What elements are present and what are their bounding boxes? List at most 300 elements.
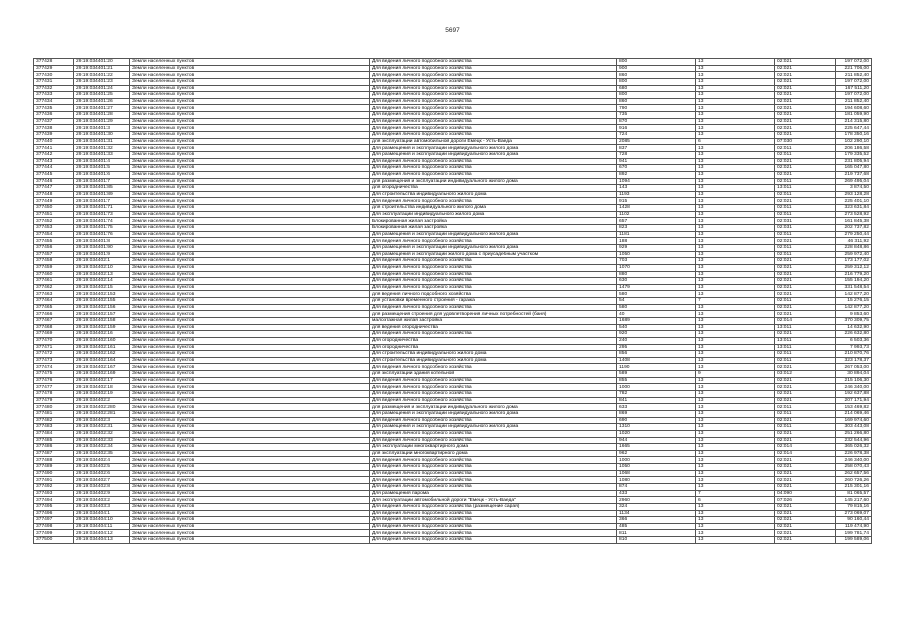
zone-cell: 13 [696, 98, 775, 105]
zone-cell: 13 [696, 151, 775, 158]
cadastral-value-cell: 169 974,60 [836, 417, 872, 424]
cadastral-value-cell: 215 301,16 [836, 484, 872, 491]
cadastral-value-cell: 142 877,20 [836, 304, 872, 311]
record-id-cell: 377461 [34, 278, 74, 285]
table-row [34, 112, 872, 119]
cadastral-value-cell: 155 194,20 [836, 278, 872, 285]
area-cell: 670 [617, 165, 696, 172]
permitted-use-cell: Для ведения личного подсобного хозяйства [370, 92, 617, 99]
area-cell: 800 [617, 92, 696, 99]
permitted-use-cell: Для ведения личного подсобного хозяйства [370, 477, 617, 484]
area-cell: 1181 [617, 231, 696, 238]
cadastral-value-cell: 246 340,00 [836, 457, 872, 464]
table-row [34, 311, 872, 318]
permitted-use-cell: Для ведения личного подсобного хозяйства [370, 517, 617, 524]
area-cell: 366 [617, 517, 696, 524]
zone-cell: 13 [696, 404, 775, 411]
area-cell: 1479 [617, 284, 696, 291]
use-code-cell: 02:021 [775, 477, 836, 484]
record-id-cell: 377477 [34, 384, 74, 391]
record-id-cell: 377485 [34, 437, 74, 444]
table-row [34, 470, 872, 477]
cadastral-number-cell: 29:19:034402:156 [74, 304, 130, 311]
record-id-cell: 377444 [34, 165, 74, 172]
table-row [34, 218, 872, 225]
use-code-cell: 02:011 [775, 145, 836, 152]
permitted-use-cell: Для ведения личного подсобного хозяйства [370, 125, 617, 132]
cadastral-number-cell: 29:19:034401:7 [74, 178, 130, 185]
land-category-cell: Земли населенных пунктов [130, 437, 370, 444]
zone-cell: 13 [696, 510, 775, 517]
use-code-cell: 02:021 [775, 457, 836, 464]
use-code-cell: 02:021 [775, 271, 836, 278]
area-cell: 1050 [617, 464, 696, 471]
zone-cell: 13 [696, 477, 775, 484]
record-id-cell: 377471 [34, 344, 74, 351]
land-category-cell: Земли населенных пунктов [130, 98, 370, 105]
land-category-cell: Земли населенных пунктов [130, 510, 370, 517]
land-category-cell: Земли населенных пунктов [130, 118, 370, 125]
land-category-cell: Земли населенных пунктов [130, 391, 370, 398]
use-code-cell: 02:021 [775, 384, 836, 391]
zone-cell: 13 [696, 377, 775, 384]
record-id-cell: 377445 [34, 171, 74, 178]
zone-cell: 13 [696, 484, 775, 491]
cadastral-number-cell: 29:19:034401:75 [74, 225, 130, 232]
use-code-cell: 02:021 [775, 98, 836, 105]
use-code-cell: 02:011 [775, 191, 836, 198]
permitted-use-cell: Для строительства индивидуального жилого дома [370, 351, 617, 358]
permitted-use-cell: Блокированная жилая застройка [370, 218, 617, 225]
record-id-cell: 377470 [34, 337, 74, 344]
use-code-cell: 02:011 [775, 244, 836, 251]
table-row [34, 484, 872, 491]
table-row [34, 377, 872, 384]
table-row [34, 205, 872, 212]
area-cell: 240 [617, 337, 696, 344]
area-cell: 2960 [617, 497, 696, 504]
zone-cell: 13 [696, 251, 775, 258]
permitted-use-cell: Для ведения личного подсобного хозяйства [370, 258, 617, 265]
cadastral-number-cell: 29:19:034402:162 [74, 351, 130, 358]
table-row [34, 537, 872, 544]
zone-cell: 13 [696, 271, 775, 278]
cadastral-value-cell: 259 312,12 [836, 264, 872, 271]
cadastral-number-cell: 29:19:034402:5 [74, 464, 130, 471]
record-id-cell: 377452 [34, 218, 74, 225]
zone-cell: 13 [696, 284, 775, 291]
record-id-cell: 377474 [34, 364, 74, 371]
table-row [34, 417, 872, 424]
use-code-cell: 02:021 [775, 470, 836, 477]
permitted-use-cell: Для ведения личного подсобного хозяйства [370, 72, 617, 79]
land-category-cell: Земли населенных пунктов [130, 424, 370, 431]
record-id-cell: 377433 [34, 92, 74, 99]
zone-cell: 13 [696, 410, 775, 417]
cadastral-number-cell: 29:19:034402:14 [74, 278, 130, 285]
area-cell: 870 [617, 118, 696, 125]
cadastral-value-cell: 153 469,82 [836, 404, 872, 411]
zone-cell: 13 [696, 238, 775, 245]
table-row [34, 357, 872, 364]
land-register-table [33, 58, 872, 544]
permitted-use-cell: Для ведения личного подсобного хозяйства [370, 304, 617, 311]
permitted-use-cell: для эксплуатации здания котельной [370, 371, 617, 378]
zone-cell: 13 [696, 291, 775, 298]
permitted-use-cell: Для ведения личного подсобного хозяйства [370, 470, 617, 477]
zone-cell: 13 [696, 258, 775, 265]
record-id-cell: 377458 [34, 258, 74, 265]
land-category-cell: Земли населенных пунктов [130, 284, 370, 291]
table-row [34, 78, 872, 85]
zone-cell: 13 [696, 171, 775, 178]
record-id-cell: 377480 [34, 404, 74, 411]
cadastral-value-cell: 194 608,60 [836, 105, 872, 112]
zone-cell: 13 [696, 244, 775, 251]
permitted-use-cell: Для ведения личного подсобного хозяйства [370, 391, 617, 398]
zone-cell: 13 [696, 344, 775, 351]
cadastral-value-cell: 259 972,40 [836, 251, 872, 258]
area-cell: 916 [617, 125, 696, 132]
cadastral-value-cell: 142 877,20 [836, 291, 872, 298]
table-row [34, 337, 872, 344]
zone-cell: 13 [696, 324, 775, 331]
cadastral-number-cell: 29:19:034401:7 [74, 198, 130, 205]
cadastral-value-cell: 231 805,94 [836, 158, 872, 165]
table-body [34, 59, 872, 544]
table-row [34, 497, 872, 504]
area-cell: 1190 [617, 364, 696, 371]
record-id-cell: 377428 [34, 59, 74, 66]
zone-cell: 13 [696, 450, 775, 457]
permitted-use-cell: Для ведения личного подсобного хозяйства [370, 271, 617, 278]
cadastral-number-cell: 29:19:034401:3 [74, 125, 130, 132]
cadastral-number-cell: 29:19:034402:4 [74, 457, 130, 464]
land-category-cell: Земли населенных пунктов [130, 497, 370, 504]
cadastral-value-cell: 226 978,38 [836, 450, 872, 457]
use-code-cell: 04:090 [775, 490, 836, 497]
zone-cell: 13 [696, 424, 775, 431]
zone-cell: 13 [696, 437, 775, 444]
land-category-cell: Земли населенных пунктов [130, 503, 370, 510]
record-id-cell: 377469 [34, 331, 74, 338]
record-id-cell: 377495 [34, 503, 74, 510]
use-code-cell: 02:021 [775, 530, 836, 537]
permitted-use-cell: Для ведения личного подсобного хозяйства [370, 523, 617, 530]
land-category-cell: Земли населенных пунктов [130, 145, 370, 152]
zone-cell: 13 [696, 357, 775, 364]
cadastral-number-cell: 29:19:034401:22 [74, 72, 130, 79]
zone-cell: 13 [696, 317, 775, 324]
cadastral-number-cell: 29:19:034402:32 [74, 430, 130, 437]
zone-cell: 13 [696, 444, 775, 451]
permitted-use-cell: Для ведения личного подсобного хозяйства [370, 484, 617, 491]
zone-cell: 13 [696, 391, 775, 398]
area-cell: 324 [617, 503, 696, 510]
permitted-use-cell: Для ведения личного подсобного хозяйства [370, 198, 617, 205]
land-category-cell: Земли населенных пунктов [130, 477, 370, 484]
table-row [34, 198, 872, 205]
table-row [34, 264, 872, 271]
record-id-cell: 377430 [34, 72, 74, 79]
table-row [34, 477, 872, 484]
cadastral-number-cell: 29:19:034401:73 [74, 211, 130, 218]
cadastral-number-cell: 29:19:034402:6 [74, 470, 130, 477]
cadastral-value-cell: 202 737,82 [836, 225, 872, 232]
land-category-cell: Земли населенных пунктов [130, 523, 370, 530]
area-cell: 735 [617, 112, 696, 119]
area-cell: 657 [617, 218, 696, 225]
table-row [34, 211, 872, 218]
zone-cell: 13 [696, 470, 775, 477]
permitted-use-cell: для размещения и эксплуатации индивидуального жилого дома [370, 404, 617, 411]
table-row [34, 391, 872, 398]
cadastral-value-cell: 81 065,57 [836, 490, 872, 497]
area-cell: 1134 [617, 510, 696, 517]
use-code-cell: 02:021 [775, 430, 836, 437]
permitted-use-cell: Для ведения личного подсобного хозяйства [370, 464, 617, 471]
table-row [34, 125, 872, 132]
area-cell: 841 [617, 397, 696, 404]
table-row [34, 271, 872, 278]
area-cell: 944 [617, 437, 696, 444]
record-id-cell: 377498 [34, 523, 74, 530]
cadastral-value-cell: 232 544,96 [836, 437, 872, 444]
land-category-cell: Земли населенных пунктов [130, 457, 370, 464]
permitted-use-cell: для размещения и эксплуатации индивидуального жилого дома [370, 178, 617, 185]
table-row [34, 317, 872, 324]
table-row [34, 85, 872, 92]
use-code-cell: 02:021 [775, 311, 836, 318]
record-id-cell: 377492 [34, 484, 74, 491]
record-id-cell: 377460 [34, 271, 74, 278]
cadastral-number-cell: 29:19:034402:13 [74, 271, 130, 278]
table-row [34, 231, 872, 238]
permitted-use-cell: Для эксплуатации автомобильной дороги "Емецк - Усть-Ваеда" [370, 497, 617, 504]
land-category-cell: Земли населенных пунктов [130, 205, 370, 212]
record-id-cell: 377457 [34, 251, 74, 258]
cadastral-value-cell: 14 632,90 [836, 324, 872, 331]
zone-cell: 7 [696, 298, 775, 305]
cadastral-number-cell: 29:19:034401:20 [74, 59, 130, 66]
zone-cell: 13 [696, 517, 775, 524]
area-cell: 188 [617, 238, 696, 245]
cadastral-value-cell: 15 276,15 [836, 298, 872, 305]
cadastral-value-cell: 225 401,10 [836, 198, 872, 205]
land-category-cell: Земли населенных пунктов [130, 218, 370, 225]
cadastral-value-cell: 199 781,74 [836, 530, 872, 537]
land-category-cell: Земли населенных пунктов [130, 132, 370, 139]
area-cell: 800 [617, 78, 696, 85]
land-category-cell: Земли населенных пунктов [130, 244, 370, 251]
record-id-cell: 377465 [34, 304, 74, 311]
permitted-use-cell: Для ведения личного подсобного хозяйства [370, 59, 617, 66]
zone-cell: 13 [696, 331, 775, 338]
cadastral-number-cell: 29:19:034401:90 [74, 244, 130, 251]
permitted-use-cell: Для ведения личного подсобного хозяйства [370, 78, 617, 85]
cadastral-number-cell: 29:19:034401:32 [74, 145, 130, 152]
land-category-cell: Земли населенных пунктов [130, 291, 370, 298]
permitted-use-cell: Для ведения личного подсобного хозяйства [370, 238, 617, 245]
cadastral-number-cell: 29:19:034402:280 [74, 404, 130, 411]
permitted-use-cell: Для размещения и эксплуатации индивидуального жилого дома [370, 151, 617, 158]
land-category-cell: Земли населенных пунктов [130, 384, 370, 391]
table-row [34, 291, 872, 298]
cadastral-number-cell: 29:19:034401:21 [74, 65, 130, 72]
cadastral-number-cell: 29:19:034401:31 [74, 138, 130, 145]
cadastral-value-cell: 279 250,44 [836, 231, 872, 238]
table-row [34, 185, 872, 192]
use-code-cell: 02:011 [775, 211, 836, 218]
land-category-cell: Земли населенных пунктов [130, 138, 370, 145]
land-category-cell: Земли населенных пунктов [130, 151, 370, 158]
land-category-cell: Земли населенных пунктов [130, 112, 370, 119]
use-code-cell: 02:021 [775, 417, 836, 424]
cadastral-number-cell: 29:19:034402:10 [74, 264, 130, 271]
cadastral-value-cell: 173 177,02 [836, 258, 872, 265]
table-row [34, 105, 872, 112]
area-cell: 580 [617, 304, 696, 311]
cadastral-value-cell: 145 217,60 [836, 497, 872, 504]
use-code-cell: 02:011 [775, 251, 836, 258]
record-id-cell: 377440 [34, 138, 74, 145]
cadastral-number-cell: 29:19:034401:27 [74, 105, 130, 112]
cadastral-value-cell: 273 528,92 [836, 211, 872, 218]
use-code-cell: 02:031 [775, 225, 836, 232]
zone-cell: 13 [696, 537, 775, 544]
area-cell: 1102 [617, 211, 696, 218]
use-code-cell: 02:021 [775, 85, 836, 92]
land-category-cell: Земли населенных пунктов [130, 165, 370, 172]
cadastral-number-cell: 29:19:034404:10 [74, 517, 130, 524]
land-category-cell: Земли населенных пунктов [130, 410, 370, 417]
cadastral-number-cell: 29:19:034401:74 [74, 218, 130, 225]
cadastral-value-cell: 211 852,40 [836, 98, 872, 105]
land-category-cell: Земли населенных пунктов [130, 264, 370, 271]
zone-cell: 13 [696, 92, 775, 99]
table-row [34, 59, 872, 66]
record-id-cell: 377447 [34, 185, 74, 192]
area-cell: 589 [617, 371, 696, 378]
cadastral-value-cell: 215 106,30 [836, 377, 872, 384]
area-cell: 856 [617, 351, 696, 358]
page-number: 5697 [445, 27, 460, 34]
table-row [34, 65, 872, 72]
zone-cell: 9 [696, 371, 775, 378]
use-code-cell: 02:021 [775, 510, 836, 517]
area-cell: 1428 [617, 205, 696, 212]
cadastral-value-cell: 3 874,50 [836, 185, 872, 192]
use-code-cell: 02:011 [775, 231, 836, 238]
use-code-cell: 13:011 [775, 337, 836, 344]
table-row [34, 171, 872, 178]
cadastral-number-cell: 29:19:034402:15 [74, 284, 130, 291]
table-row [34, 138, 872, 145]
record-id-cell: 377483 [34, 424, 74, 431]
record-id-cell: 377434 [34, 98, 74, 105]
table-row [34, 404, 872, 411]
cadastral-number-cell: 29:19:034402:19 [74, 391, 130, 398]
table-row [34, 118, 872, 125]
table-row [34, 444, 872, 451]
use-code-cell: 02:021 [775, 118, 836, 125]
permitted-use-cell: Для эксплуатации индивидуального жилого дома [370, 211, 617, 218]
area-cell: 690 [617, 417, 696, 424]
use-code-cell: 02:011 [775, 357, 836, 364]
land-category-cell: Земли населенных пунктов [130, 198, 370, 205]
cadastral-value-cell: 199 589,06 [836, 537, 872, 544]
cadastral-value-cell: 370 309,75 [836, 317, 872, 324]
record-id-cell: 377478 [34, 391, 74, 398]
cadastral-value-cell: 226 632,80 [836, 331, 872, 338]
land-category-cell: Земли населенных пунктов [130, 271, 370, 278]
zone-cell: 7 [696, 490, 775, 497]
table-row [34, 98, 872, 105]
area-cell: 143 [617, 185, 696, 192]
area-cell: 1193 [617, 191, 696, 198]
zone-cell: 13 [696, 158, 775, 165]
cadastral-value-cell: 211 852,40 [836, 72, 872, 79]
permitted-use-cell: Для эксплуатации многоквартирного дома [370, 444, 617, 451]
table-row [34, 510, 872, 517]
cadastral-number-cell: 29:19:034402:18 [74, 384, 130, 391]
cadastral-value-cell: 269 495,04 [836, 178, 872, 185]
use-code-cell: 02:021 [775, 59, 836, 66]
use-code-cell: 02:021 [775, 278, 836, 285]
use-code-cell: 02:021 [775, 112, 836, 119]
cadastral-value-cell: 30 894,04 [836, 371, 872, 378]
area-cell: 1408 [617, 357, 696, 364]
area-cell: 837 [617, 145, 696, 152]
land-category-cell: Земли населенных пунктов [130, 364, 370, 371]
land-category-cell: Земли населенных пунктов [130, 517, 370, 524]
area-cell: 40 [617, 311, 696, 318]
cadastral-number-cell: 29:19:034401:33 [74, 151, 130, 158]
zone-cell: 13 [696, 225, 775, 232]
record-id-cell: 377486 [34, 444, 74, 451]
permitted-use-cell: для строительства индивидуального жилого дома [370, 205, 617, 212]
zone-cell: 13 [696, 205, 775, 212]
area-cell: 1000 [617, 457, 696, 464]
land-category-cell: Земли населенных пунктов [130, 92, 370, 99]
cadastral-value-cell: 197 072,00 [836, 78, 872, 85]
record-id-cell: 377431 [34, 78, 74, 85]
permitted-use-cell: Для размещения и эксплуатации индивидуального жилого дома [370, 231, 617, 238]
permitted-use-cell: Для размещения и эксплуатации индивидуального жилого дома [370, 424, 617, 431]
cadastral-value-cell: 219 737,68 [836, 171, 872, 178]
cadastral-value-cell: 178 350,16 [836, 132, 872, 139]
permitted-use-cell: для эксплуатации многоквартирного дома [370, 450, 617, 457]
zone-cell: 13 [696, 132, 775, 139]
cadastral-value-cell: 192 637,88 [836, 391, 872, 398]
zone-cell: 13 [696, 145, 775, 152]
record-id-cell: 377437 [34, 118, 74, 125]
use-code-cell: 02:021 [775, 537, 836, 544]
use-code-cell: 02:021 [775, 464, 836, 471]
zone-cell: 13 [696, 178, 775, 185]
table-row [34, 178, 872, 185]
cadastral-number-cell: 29:19:034402:2 [74, 397, 130, 404]
permitted-use-cell: Для огородничества [370, 344, 617, 351]
land-category-cell: Земли населенных пунктов [130, 490, 370, 497]
cadastral-value-cell: 197 072,00 [836, 92, 872, 99]
use-code-cell: 02:021 [775, 377, 836, 384]
area-cell: 728 [617, 151, 696, 158]
record-id-cell: 377449 [34, 198, 74, 205]
record-id-cell: 377443 [34, 158, 74, 165]
record-id-cell: 377484 [34, 430, 74, 437]
permitted-use-cell: Для размещения и эксплуатации жилого дома с приусадебным участком [370, 251, 617, 258]
